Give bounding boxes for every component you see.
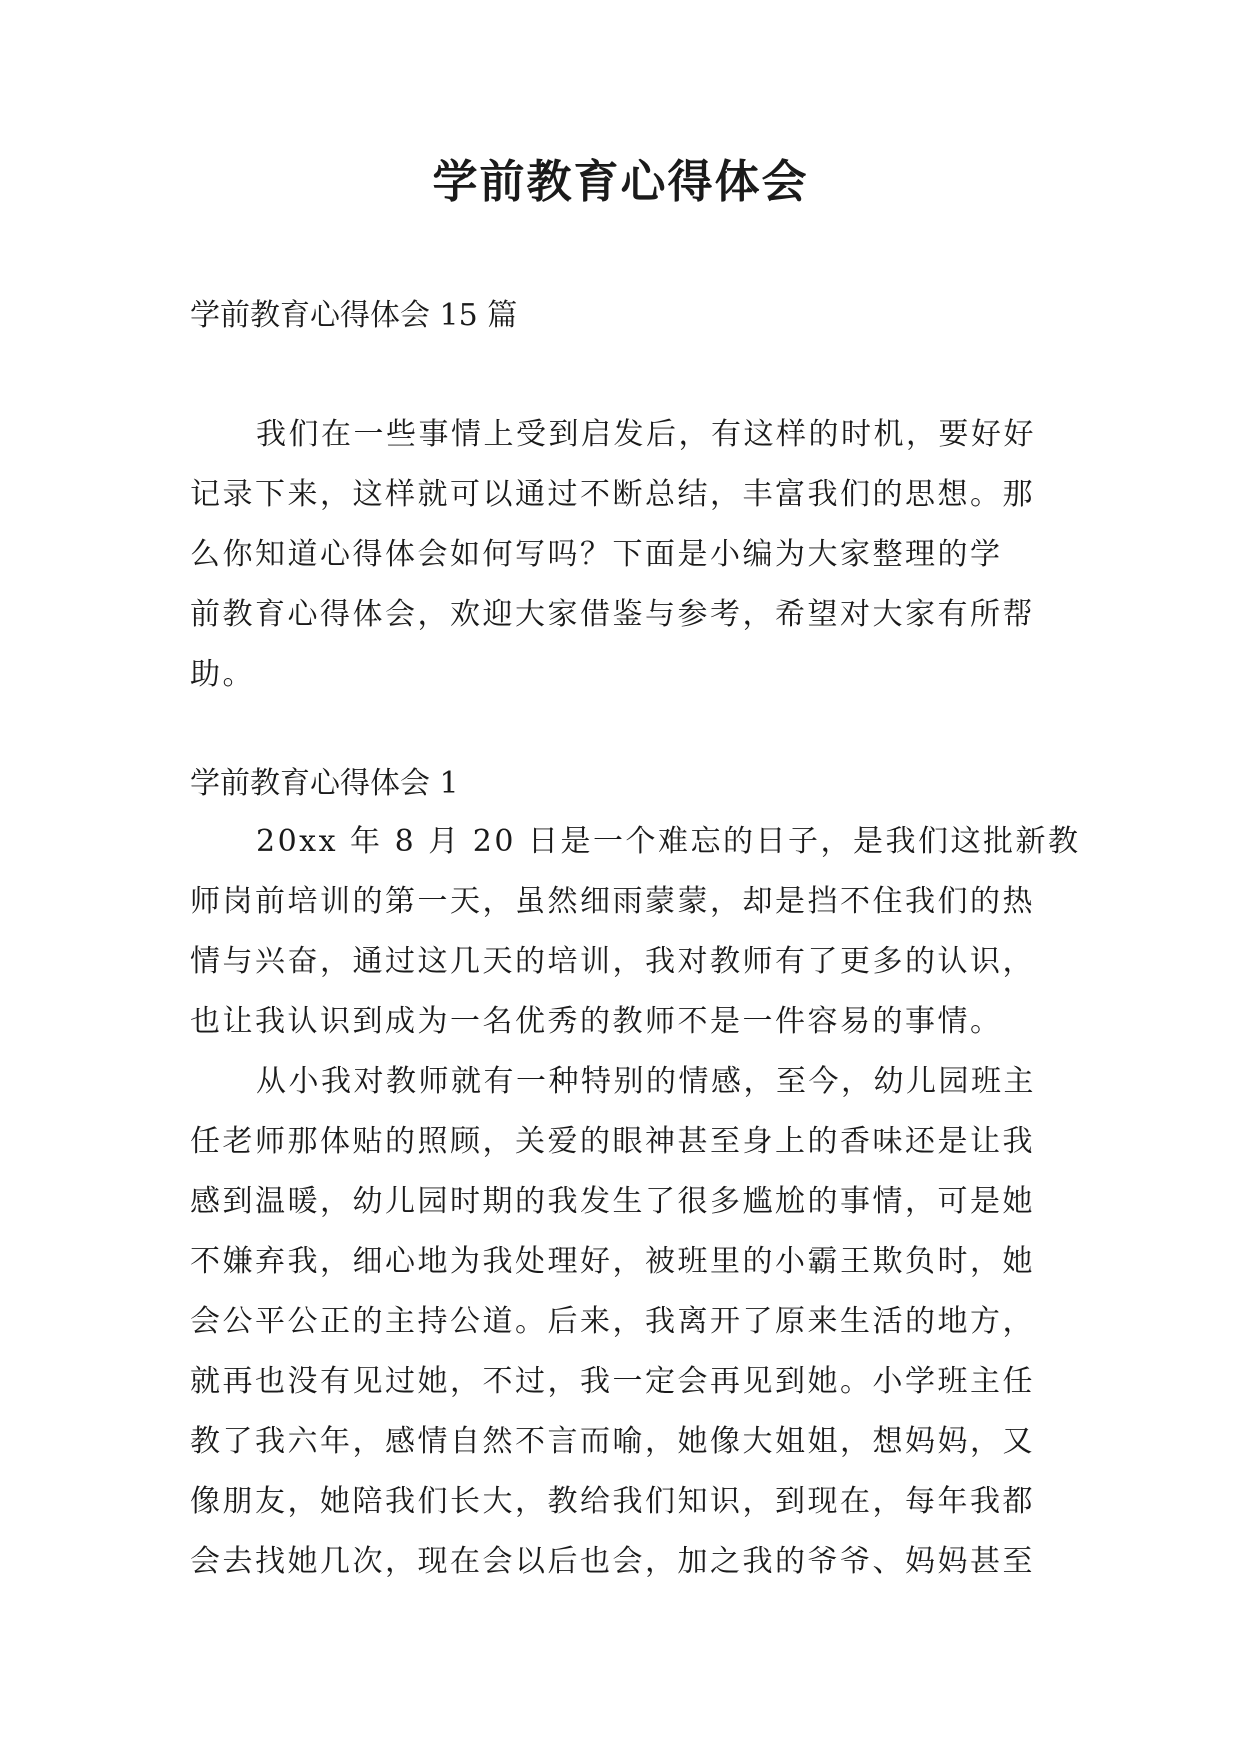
document-subtitle: 学前教育心得体会 15 篇 xyxy=(190,298,518,333)
paragraph-line: 教了我六年，感情自然不言而喻，她像大姐姐，想妈妈，又 xyxy=(190,1424,1035,1459)
paragraph-line: 么你知道心得体会如何写吗？下面是小编为大家整理的学 xyxy=(190,537,1003,572)
paragraph-line: 情与兴奋，通过这几天的培训，我对教师有了更多的认识， xyxy=(190,944,1035,979)
paragraph-line: 感到温暖，幼儿园时期的我发生了很多尴尬的事情，可是她 xyxy=(190,1184,1035,1219)
intro-paragraph xyxy=(190,405,1060,705)
paragraph-line: 像朋友，她陪我们长大，教给我们知识，到现在，每年我都 xyxy=(190,1484,1035,1519)
paragraph-line: 不嫌弃我，细心地为我处理好，被班里的小霸王欺负时，她 xyxy=(190,1244,1035,1279)
paragraph-line: 从小我对教师就有一种特别的情感，至今，幼儿园班主 xyxy=(256,1064,1036,1099)
paragraph-line: 助。 xyxy=(190,657,255,692)
paragraph-line: 也让我认识到成为一名优秀的教师不是一件容易的事情。 xyxy=(190,1004,1003,1039)
paragraph-line: 前教育心得体会，欢迎大家借鉴与参考，希望对大家有所帮 xyxy=(190,597,1035,632)
paragraph-line: 20xx 年 8 月 20 日是一个难忘的日子，是我们这批新教 xyxy=(256,824,1081,859)
section-heading: 学前教育心得体会 1 xyxy=(190,766,459,801)
paragraph-line: 师岗前培训的第一天，虽然细雨蒙蒙，却是挡不住我们的热 xyxy=(190,884,1035,919)
document-title: 学前教育心得体会 xyxy=(432,155,809,208)
paragraph-line: 记录下来，这样就可以通过不断总结，丰富我们的思想。那 xyxy=(190,477,1035,512)
section-body xyxy=(190,812,1081,1592)
paragraph-line: 会去找她几次，现在会以后也会，加之我的爷爷、妈妈甚至 xyxy=(190,1544,1035,1579)
paragraph-line: 任老师那体贴的照顾，关爱的眼神甚至身上的香味还是让我 xyxy=(190,1124,1035,1159)
paragraph-line: 我们在一些事情上受到启发后，有这样的时机，要好好 xyxy=(256,417,1036,452)
paragraph-line: 就再也没有见过她，不过，我一定会再见到她。小学班主任 xyxy=(190,1364,1035,1399)
paragraph-line: 会公平公正的主持公道。后来，我离开了原来生活的地方， xyxy=(190,1304,1035,1339)
